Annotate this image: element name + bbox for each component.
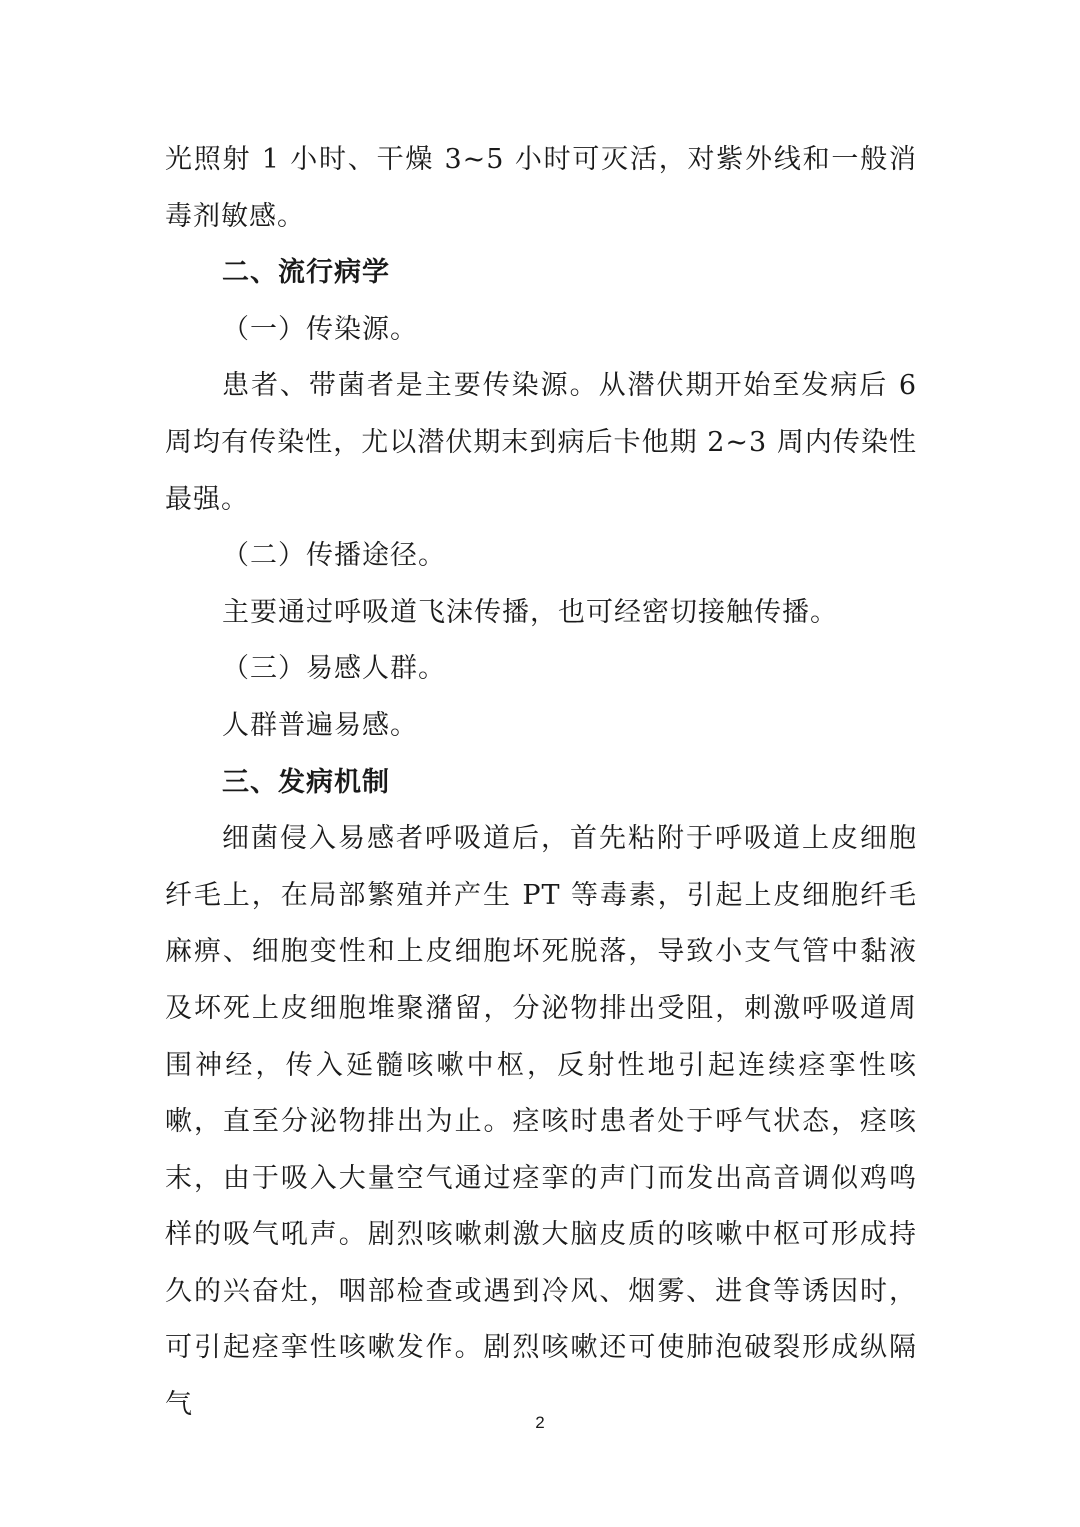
paragraph-inactivation: 光照射 1 小时、干燥 3~5 小时可灭活，对紫外线和一般消毒剂敏感。	[165, 144, 917, 232]
subheading-susceptible-population: （三）易感人群。	[222, 653, 446, 685]
paragraph-susceptible-population: 人群普遍易感。	[222, 709, 418, 741]
subheading-transmission-route: （二）传播途径。	[222, 540, 446, 572]
page-number: 2	[535, 1413, 545, 1432]
subheading-infection-source: （一）传染源。	[222, 313, 418, 345]
paragraph-infection-source: 患者、带菌者是主要传染源。从潜伏期开始至发病后 6 周均有传染性，尤以潜伏期末到病后卡他期 2~3 周内传染性最强。	[165, 370, 917, 515]
document-body	[165, 132, 917, 1434]
section-heading-epidemiology: 二、流行病学	[222, 257, 390, 289]
section-heading-pathogenesis: 三、发病机制	[222, 766, 390, 798]
paragraph-pathogenesis: 细菌侵入易感者呼吸道后，首先粘附于呼吸道上皮细胞纤毛上，在局部繁殖并产生 PT 等毒素，引起上皮细胞纤毛麻痹、细胞变性和上皮细胞坏死脱落，导致小支气管中黏液及坏死上皮细胞堆聚潴留，分泌物排出受阻，刺激呼吸道周围神经，传入延髓咳嗽中枢，反射性地引起连续痉挛性咳嗽，直至分泌物排出为止。痉咳时患者处于呼气状态，痉咳末，由于吸入大量空气通过痉挛的声门而发出高音调似鸡鸣样的吸气吼声。剧烈咳嗽刺激大脑皮质的咳嗽中枢可形成持久的兴奋灶，咽部检查或遇到冷风、烟雾、进食等诱因时，可引起痉挛性咳嗽发作。剧烈咳嗽还可使肺泡破裂形成纵隔气	[165, 823, 917, 1421]
paragraph-transmission-route: 主要通过呼吸道飞沫传播，也可经密切接触传播。	[222, 596, 838, 628]
